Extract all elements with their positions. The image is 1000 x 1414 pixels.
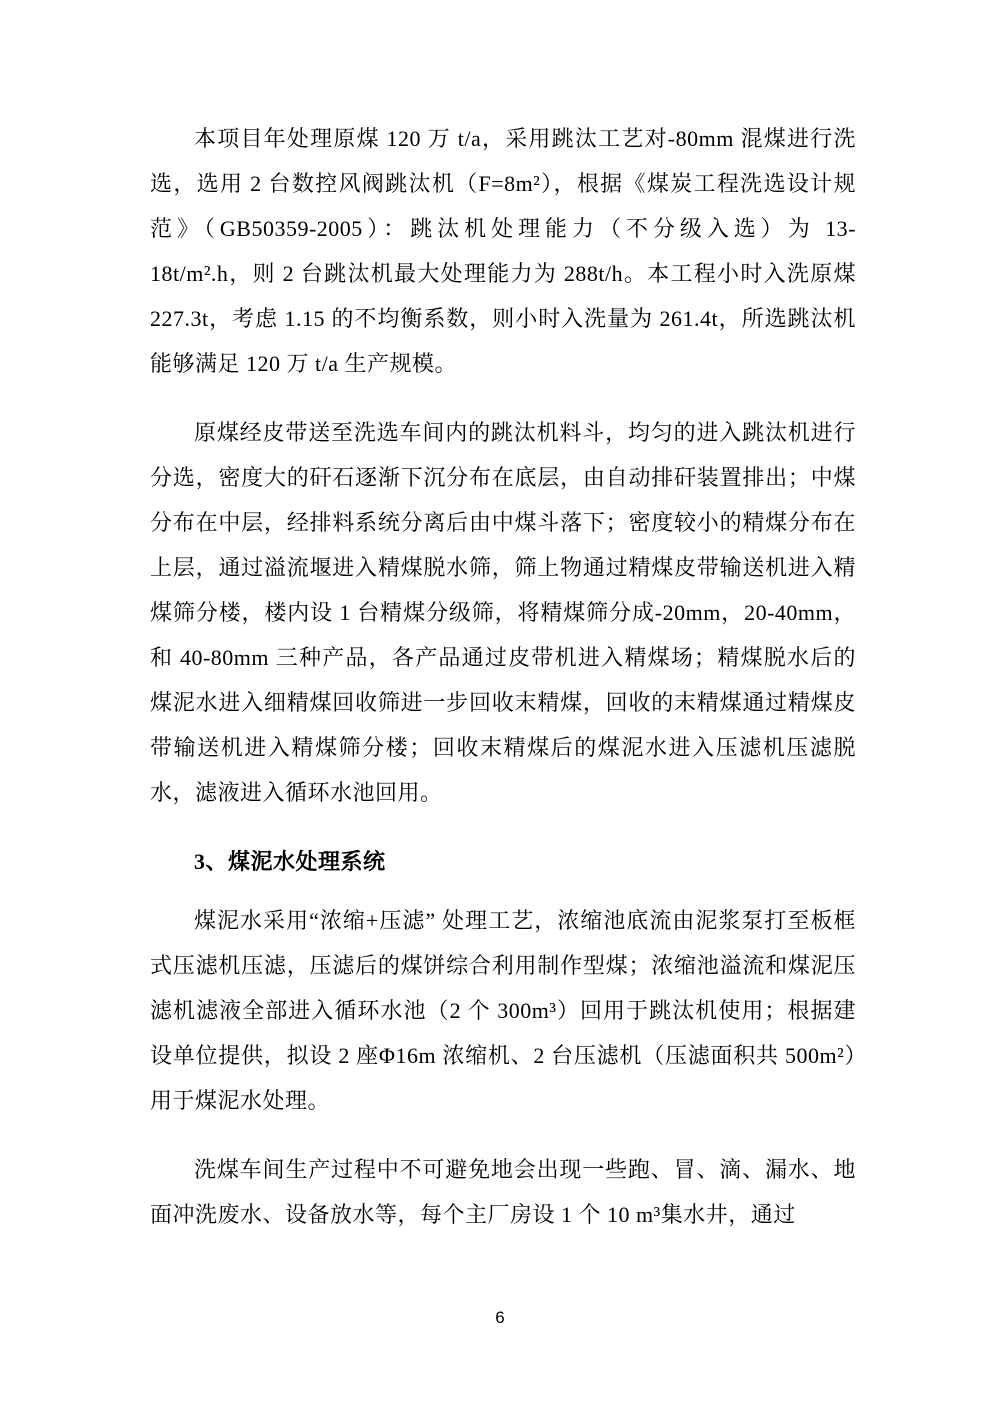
- body-paragraph-1: 本项目年处理原煤 120 万 t/a，采用跳汰工艺对-80mm 混煤进行洗选，选用 2 台数控风阀跳汰机（F=8m²），根据《煤炭工程洗选设计规范》（GB50359-2005）：跳汰机处理能力（不分级入选）为 13-18t/m².h，则 2 台跳汰机最大处理能力为 288t/h。本工程小时入洗原煤 227.3t，考虑 1.15 的不均衡系数，则小时入洗量为 261.4t，所选跳汰机能够满足 120 万 t/a 生产规模。: [150, 126, 856, 376]
- body-paragraph-4: 洗煤车间生产过程中不可避免地会出现一些跑、冒、滴、漏水、地面冲洗废水、设备放水等，每个主厂房设 1 个 10 m³集水井，通过: [150, 1157, 856, 1227]
- section-heading: 3、煤泥水处理系统: [194, 849, 386, 874]
- body-paragraph-3: 煤泥水采用“浓缩+压滤” 处理工艺，浓缩池底流由泥浆泵打至板框式压滤机压滤，压滤后的煤饼综合利用制作型煤；浓缩池溢流和煤泥压滤机滤液全部进入循环水池（2 个 300m³）回用于跳汰机使用；根据建设单位提供，拟设 2 座Φ16m 浓缩机、2 台压滤机（压滤面积共 500m²）用于煤泥水处理。: [150, 908, 856, 1113]
- page-number: 6: [495, 1308, 505, 1327]
- body-paragraph-2: 原煤经皮带送至洗选车间内的跳汰机料斗，均匀的进入跳汰机进行分选，密度大的矸石逐渐下沉分布在底层，由自动排矸装置排出；中煤分布在中层，经排料系统分离后由中煤斗落下；密度较小的精煤分布在上层，通过溢流堰进入精煤脱水筛，筛上物通过精煤皮带输送机进入精煤筛分楼，楼内设 1 台精煤分级筛，将精煤筛分成-20mm，20-40mm，和 40-80mm 三种产品，各产品通过皮带机进入精煤场；精煤脱水后的煤泥水进入细精煤回收筛进一步回收末精煤，回收的末精煤通过精煤皮带输送机进入精煤筛分楼；回收末精煤后的煤泥水进入压滤机压滤脱水，滤液进入循环水池回用。: [150, 420, 856, 805]
